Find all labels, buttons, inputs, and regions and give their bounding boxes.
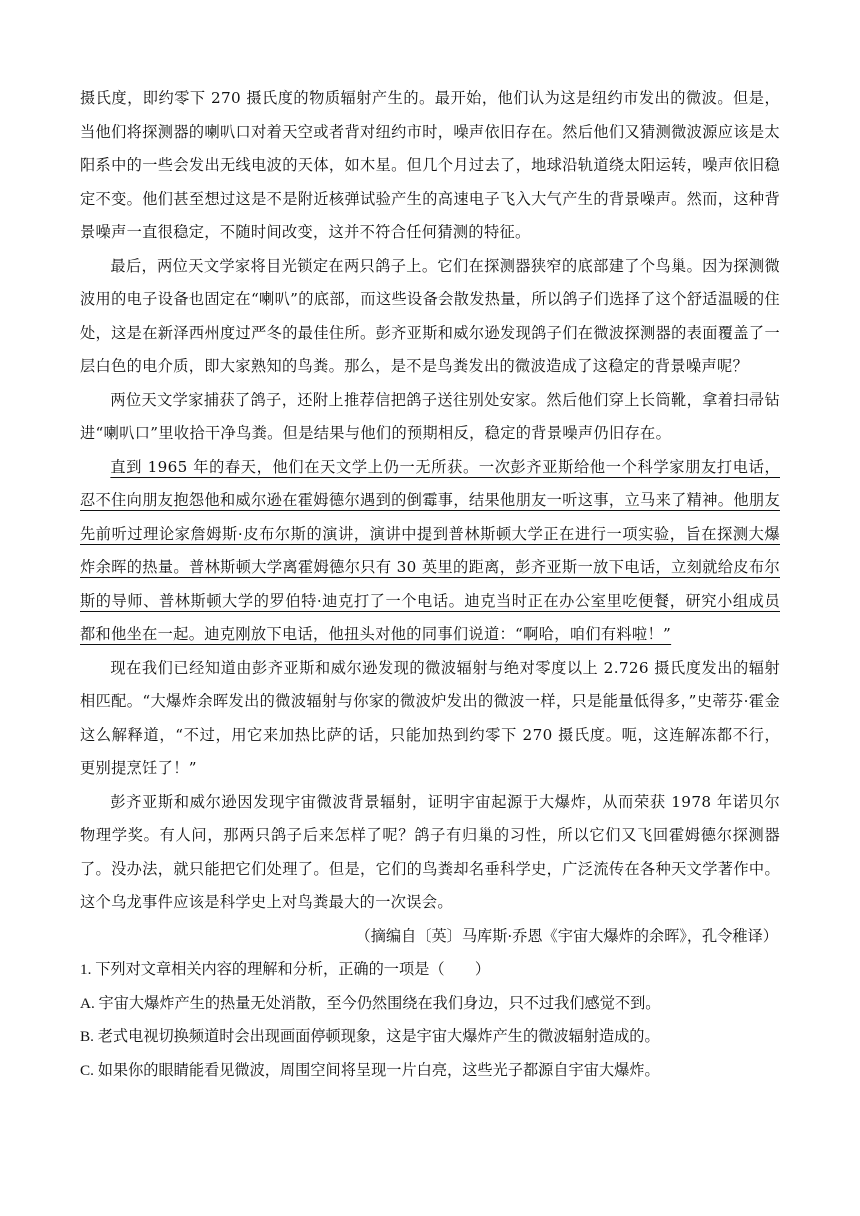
- paragraph-2: 最后，两位天文学家将目光锁定在两只鸽子上。它们在探测器狭窄的底部建了个鸟巢。因为探测微波用的电子设备也固定在“喇叭”的底部，而这些设备会散发热量，所以鸽子们选择了这个舒适温暖的住处，这是在新泽西州度过严冬的最佳住所。彭齐亚斯和威尔逊发现鸽子们在微波探测器的表面覆盖了一层白色的电介质，即大家熟知的鸟粪。那么，是不是鸟粪发出的微波造成了这稳定的背景噪声呢？: [80, 256, 780, 375]
- option-a: A. 宇宙大爆炸产生的热量无处消散，至今仍然围绕在我们身边，只不过我们感觉不到。: [80, 994, 661, 1012]
- option-c: C. 如果你的眼睛能看见微波，周围空间将呈现一片白亮，这些光子都源自宇宙大爆炸。: [80, 1061, 660, 1079]
- source-citation: （摘编自〔英〕马库斯·乔恩《宇宙大爆炸的余晖》，孔令稚译）: [355, 926, 778, 945]
- document-page: [80, 82, 780, 1087]
- paragraph-3: 两位天文学家捕获了鸽子，还附上推荐信把鸽子送往别处安家。然后他们穿上长筒靴，拿着扫帚钻进“喇叭口”里收拾干净鸟粪。但是结果与他们的预期相反，稳定的背景噪声仍旧存在。: [80, 390, 780, 442]
- paragraph-6: 彭齐亚斯和威尔逊因发现宇宙微波背景辐射，证明宇宙起源于大爆炸，从而荣获 1978 年诺贝尔物理学奖。有人问，那两只鸽子后来怎样了呢？鸽子有归巢的习性，所以它们又飞回霍姆德尔探测器了。没办法，就只能把它们处理了。但是，它们的鸟粪却名垂科学史，广泛流传在各种天文学著作中。这个乌龙事件应该是科学史上对鸟粪最大的一次误会。: [80, 792, 780, 911]
- option-b: B. 老式电视切换频道时会出现画面停顿现象，这是宇宙大爆炸产生的微波辐射造成的。: [80, 1028, 660, 1045]
- question-stem: 1. 下列对文章相关内容的理解和分析，正确的一项是（ ）: [80, 961, 491, 978]
- paragraph-1: 摄氏度，即约零下 270 摄氏度的物质辐射产生的。最开始，他们认为这是纽约市发出的微波。但是，当他们将探测器的喇叭口对着天空或者背对纽约市时，噪声依旧存在。然后他们又猜测微波源应该是太阳系中的一些会发出无线电波的天体，如木星。但几个月过去了，地球沿轨道绕太阳运转，噪声依旧稳定不变。他们甚至想过这是不是附近核弹试验产生的高速电子飞入大气产生的背景噪声。然而，这种背景噪声一直很稳定，不随时间改变，这并不符合任何猜测的特征。: [80, 89, 780, 241]
- paragraph-4-underlined: 直到 1965 年的春天，他们在天文学上仍一无所获。一次彭齐亚斯给他一个科学家朋友打电话，忍不住向朋友抱怨他和威尔逊在霍姆德尔遇到的倒霉事，结果他朋友一听这事，立马来了精神。他朋友先前听过理论家詹姆斯·皮布尔斯的演讲，演讲中提到普林斯顿大学正在进行一项实验，旨在探测大爆炸余晖的热量。普林斯顿大学离霍姆德尔只有 30 英里的距离，彭齐亚斯一放下电话，立刻就给皮布尔斯的导师、普林斯顿大学的罗伯特·迪克打了一个电话。迪克当时正在办公室里吃便餐，研究小组成员都和他坐在一起。迪克刚放下电话，他扭头对他的同事们说道：“啊哈，咱们有料啦！”: [80, 457, 780, 643]
- paragraph-5: 现在我们已经知道由彭齐亚斯和威尔逊发现的微波辐射与绝对零度以上 2.726 摄氏度发出的辐射相匹配。“大爆炸余晖发出的微波辐射与你家的微波炉发出的微波一样，只是能量低得多，”史蒂芬·霍金这么解释道，“不过，用它来加热比萨的话，只能加热到约零下 270 摄氏度。呃，这连解冻都不行，更别提烹饪了！”: [80, 658, 780, 777]
